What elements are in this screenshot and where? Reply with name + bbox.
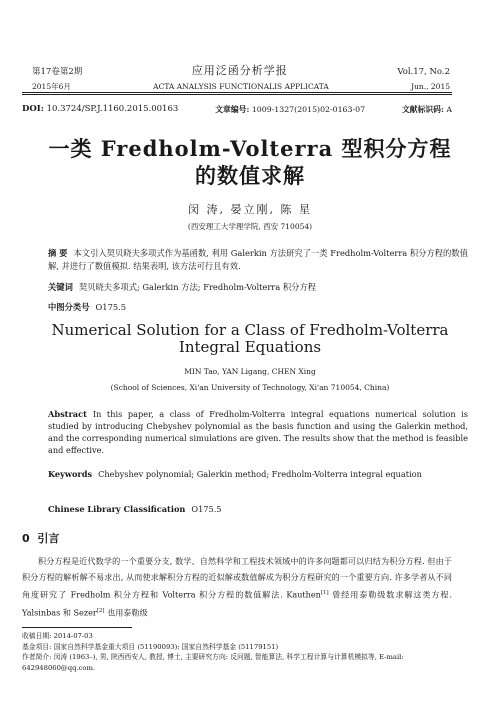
date-en: Jun., 2015: [411, 82, 450, 91]
citation-1: [1]: [320, 590, 329, 596]
title-en: Numerical Solution for a Class of Fredholm-Volterra Integral Equations: [51, 321, 449, 356]
article-number: 文章编号: 1009-1327(2015)02-0163-07: [215, 105, 366, 114]
document-code: 文献标识码: A: [402, 105, 452, 114]
journal-name-cn: 应用泛函分析学报: [191, 64, 288, 77]
author-bio: 作者简介: 闵涛 (1963–), 男, 陕西西安人, 教授, 博士, 主要研究方向: 反问题, 智能算法, 科学工程计算与计算机模拟等, E-mail: 642948060@qq.com.: [22, 653, 404, 672]
citation-2: [2]: [96, 607, 105, 614]
body-paragraph: 积分方程是近代数学的一个重要分支, 数学、自然科学和工程技术领域中的许多问题都可以归结为积分方程. 但由于积分方程的解析解不易求出, 从而使求解积分方程的近似解或数值解成为积分方程研究的一个重要方向. 许多学者从不同角度研究了 Fredholm 积分方程和 Volterra 积分方程的数值解法. Kauthen[1] 曾经用泰勒级数求解这类方程. Yalsinbas 和 Sezer[2] 也用泰勒级: [22, 556, 452, 618]
running-header: [32, 62, 450, 92]
keywords-en: [48, 468, 468, 480]
abstract-cn-label: 摘 要: [48, 248, 68, 258]
affiliation-cn: (西安理工大学理学院, 西安 710054): [187, 222, 313, 231]
volume-en: Vol.17, No.2: [397, 67, 450, 77]
affiliation-en: (School of Sciences, Xi'an University of Technology, Xi'an 710054, China): [110, 383, 390, 392]
abstract-en-label: Abstract: [48, 409, 87, 419]
abstract-cn: [48, 247, 468, 273]
authors-en: MIN Tao, YAN Ligang, CHEN Xing: [184, 367, 316, 376]
journal-name-en: ACTA ANALYSIS FUNCTIONALIS APPLICATA: [153, 82, 329, 91]
footnotes: [22, 631, 462, 673]
issue-cn: 第17卷第2期: [32, 67, 83, 77]
date-cn: 2015年6月: [32, 82, 71, 91]
section-heading: [22, 530, 59, 546]
funding-note: 基金项目: 国家自然科学基金重大项目 (51190093); 国家自然科学基金 (51179151): [22, 642, 279, 651]
keywords-en-label: Keywords: [48, 469, 93, 479]
keywords-cn-label: 关键词: [48, 282, 73, 292]
title-cn: 一类 Fredholm-Volterra 型积分方程 的数值求解: [48, 136, 452, 188]
section-title: 引言: [37, 532, 60, 545]
received-date: 收稿日期: 2014-07-03: [22, 632, 93, 640]
classification-en-label: Chinese Library Classification: [48, 504, 186, 514]
classification-cn: [48, 301, 468, 314]
footnote-rule: [22, 627, 132, 628]
authors-cn: 闵 涛, 晏立刚, 陈 星: [188, 203, 312, 216]
keywords-en-text: Chebyshev polynomial; Galerkin method; Fredholm-Volterra integral equation: [98, 469, 422, 479]
keywords-cn: [48, 281, 468, 294]
classification-en-text: O175.5: [191, 504, 222, 514]
header-rule-bottom: [22, 94, 452, 95]
classification-en: [48, 503, 468, 516]
header-rule-top: [22, 92, 452, 93]
doi-line: [22, 104, 452, 115]
abstract-cn-text: 本文引入契贝晓夫多项式作为基函数, 利用 Galerkin 方法研究了一类 Fredholm-Volterra 积分方程的数值解, 并进行了数值模拟. 结果表明, 该方法可行且有效.: [48, 248, 468, 271]
keywords-cn-text: 契贝晓夫多项式; Galerkin 方法; Fredholm-Volterra 积分方程: [78, 282, 317, 292]
doi: DOI: 10.3724/SP.J.1160.2015.00163: [22, 104, 179, 114]
classification-cn-text: O175.5: [95, 302, 127, 312]
classification-cn-label: 中图分类号: [48, 302, 90, 312]
abstract-en: [48, 408, 468, 456]
abstract-en-text: In this paper, a class of Fredholm-Volterra integral equations numerical solution is studied by introducing Chebyshev polynomial as the basis function and using the Galerkin method, and the corresponding numerical simulations are given. The results show that the method is feasible and effective.: [48, 409, 468, 455]
section-number: 0: [22, 532, 30, 545]
